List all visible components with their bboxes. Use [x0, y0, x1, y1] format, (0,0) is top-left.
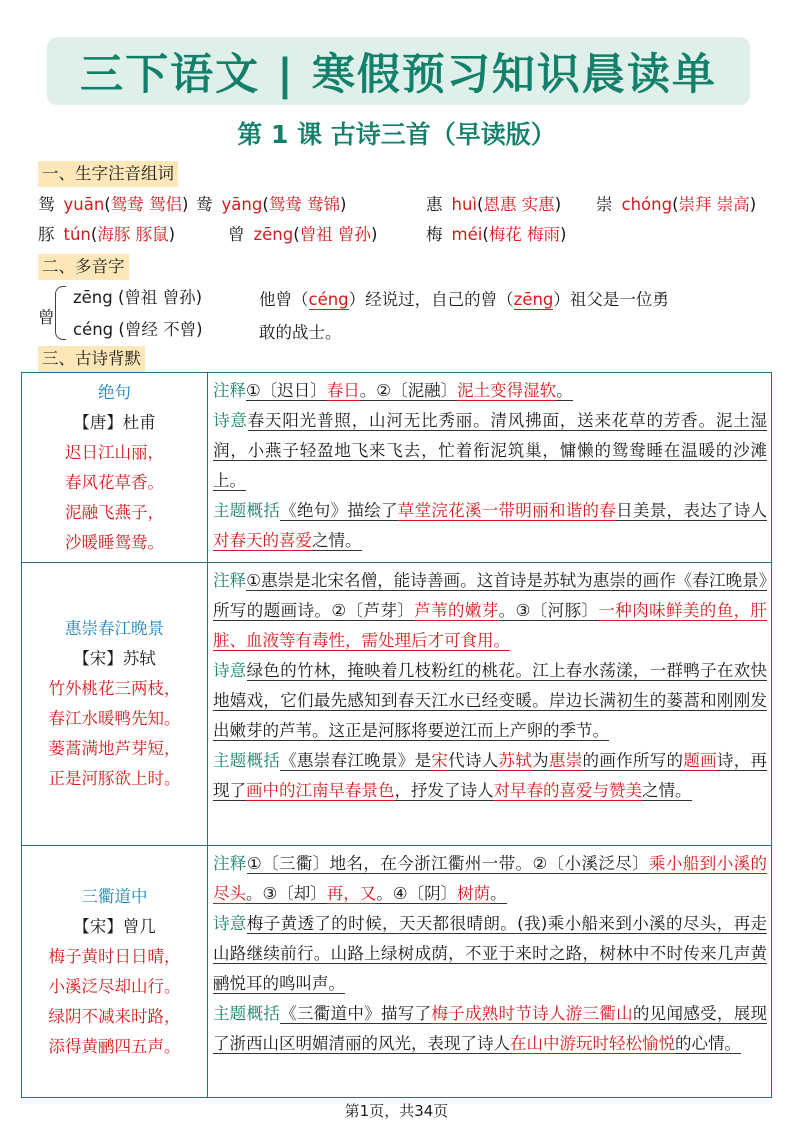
answer-text: 惠崇 [548, 751, 583, 770]
answer-text: 再，又 [326, 884, 377, 903]
word-group: 鸳鸯 鸯锦 [268, 195, 340, 214]
char-entry [38, 192, 188, 218]
section-heading-poems: 三、古诗背默 [38, 346, 145, 372]
paren-open: ( [293, 225, 300, 244]
word-group: 恩惠 实惠 [483, 195, 555, 214]
character: 豚 [38, 225, 55, 244]
answer-text: 春日 [326, 381, 360, 400]
paren-open: ( [477, 195, 484, 214]
paren-open: ( [90, 225, 98, 244]
char-entry [426, 192, 561, 218]
meaning-text: 春天阳光普照，山河无比秀丽。清风拂面，送来花草的芳香。泥土湿润，小燕子轻盈地飞来飞去，忙着衔泥筑巢，慵懒的鸳鸯睡在温暖的沙滩上。 [213, 411, 768, 490]
annotation [213, 849, 767, 909]
note-text: 为 [532, 751, 549, 770]
section-label: 注释 [213, 381, 246, 400]
answer-text: 乘小船到小溪的尽头 [213, 854, 767, 903]
theme-summary [213, 999, 767, 1059]
section-label: 注释 [213, 854, 247, 873]
character: 梅 [426, 225, 443, 244]
paren-close: ) [340, 195, 347, 214]
theme-summary [213, 496, 767, 556]
note-text: ，抒发了诗人 [394, 781, 494, 800]
paren-close: ) [168, 225, 176, 244]
section-label: 主题概括 [213, 501, 281, 520]
poem-line: 春江水暖鸭先知。 [48, 709, 181, 728]
paren-close: ) [370, 225, 378, 244]
sentence-part: 敢的战士。 [259, 323, 342, 342]
pinyin: méi [451, 225, 483, 244]
answer-text: 芦苇的嫩芽 [414, 601, 499, 620]
section-label: 主题概括 [213, 751, 281, 770]
poem-line: 竹外桃花三两枝， [48, 679, 181, 698]
paren-close: ) [554, 195, 562, 214]
note-text: 。③〔却〕 [246, 884, 327, 903]
section-label: 注释 [213, 571, 247, 590]
poem-meaning [213, 656, 767, 746]
poem-notes-cell [208, 563, 772, 846]
paren-open: ( [104, 195, 111, 214]
poem-line: 小溪泛尽却山行。 [48, 976, 181, 996]
character: 鸳 [38, 195, 55, 214]
paren-open: ( [482, 225, 489, 244]
polyphone-sentence [259, 283, 739, 349]
note-text: 《绝句》描绘了 [280, 501, 398, 520]
note-text: 。 [490, 884, 507, 903]
answer-text: 题画 [683, 751, 717, 770]
pinyin: chóng [621, 195, 673, 214]
theme-summary [213, 746, 767, 806]
note-text: 。②〔泥融〕 [359, 381, 458, 400]
pinyin: tún [63, 225, 91, 244]
answer-text: 梅子成熟时节诗人游三衢山 [431, 1004, 633, 1023]
note-text: 。④〔阴〕 [376, 884, 458, 903]
poem-line: 沙暖睡鸳鸯。 [65, 532, 164, 552]
note-text: 之情。 [642, 781, 692, 800]
section-heading-polyphones: 二、多音字 [38, 254, 129, 280]
sentence-part: ）经说过，自己的曾（ [348, 290, 514, 309]
meaning-text: 梅子黄透了的时候，天天都很晴朗。(我)乘小船来到小溪的尽头，再走山路继续前行。山路上绿树成荫，不亚于来时之路，树林中不时传来几声黄鹂悦耳的鸣叫声。 [213, 914, 768, 993]
page-footer: 第1页，共34页 [344, 1102, 449, 1120]
note-text: 代诗人 [448, 751, 499, 770]
word-group: 曾祖 曾孙 [299, 225, 371, 244]
pinyin: yuān [63, 195, 105, 214]
note-text: 《惠崇春江晚景》是 [280, 751, 432, 770]
page-title: 三下语文 | 寒假预习知识晨读单 [80, 49, 717, 100]
word-group: 崇拜 崇高 [678, 195, 750, 214]
section-label: 诗意 [213, 661, 247, 680]
section-label: 诗意 [213, 411, 248, 430]
poem-line: 正是河豚欲上时。 [48, 769, 181, 788]
poem-left-cell [22, 373, 208, 563]
word-group: 鸳鸯 鸳侣 [110, 195, 182, 214]
poem-title: 绝句 [98, 382, 131, 402]
paren-open: ( [672, 195, 679, 214]
poem-line: 梅子黄时日日晴， [48, 946, 181, 966]
note-text: 。③〔河豚〕 [498, 601, 599, 620]
poem-line: 绿阴不减来时路， [48, 1006, 181, 1026]
paren-close: ) [749, 195, 757, 214]
poem-table [21, 372, 772, 1098]
character: 崇 [596, 195, 613, 214]
word-group: 海豚 豚鼠 [97, 225, 169, 244]
poem-meaning [213, 909, 767, 999]
poem-line: 春风花草香。 [65, 472, 164, 492]
poem-author: 【宋】曾几 [73, 916, 156, 936]
note-text: 的心情。 [675, 1034, 741, 1053]
sentence-part: ）祖父是一位勇 [553, 290, 669, 309]
note-text: 《三衢道中》描写了 [280, 1004, 432, 1023]
note-text: 的画作所写的 [582, 751, 684, 770]
pinyin-answer: zēng [513, 290, 554, 309]
answer-text: 在山中游玩时轻松愉悦 [510, 1034, 675, 1053]
poem-row [22, 373, 772, 563]
char-entry [426, 222, 566, 248]
sentence-part: 他曾（ [259, 290, 309, 309]
answer-text: 一种肉味鲜美的鱼，肝脏、血液等有毒性，需处理后才可食用。 [213, 601, 768, 650]
poem-title: 三衢道中 [81, 886, 148, 906]
title-banner [47, 37, 750, 105]
answer-text: 草堂浣花溪一带明丽和谐的春 [397, 501, 617, 520]
polyphone-reading-2: céng (曾经 不曾) [73, 320, 203, 339]
poem-line: 泥融飞燕子， [65, 502, 164, 522]
poem-notes-cell [208, 846, 772, 1098]
paren-close: ) [560, 225, 567, 244]
note-text: ①惠崇是北宋名僧，能诗善画。这首诗是苏轼为惠崇的画作《春江晚景》所写的题画诗。②〔芦芽〕 [213, 571, 768, 620]
section-label: 主题概括 [213, 1004, 281, 1023]
char-entry [596, 192, 756, 218]
answer-text: 画中的江南早春景色 [246, 781, 395, 800]
annotation [213, 566, 767, 656]
poem-line: 迟日江山丽， [65, 442, 164, 462]
brace-shape [55, 286, 66, 340]
answer-text: 树荫 [457, 884, 491, 903]
note-text: ①〔三衢〕地名，在今浙江衢州一带。②〔小溪泛尽〕 [246, 854, 650, 873]
poem-left-cell [22, 563, 208, 846]
note-text: 的见闻感受，展现了浙西山区明媚清丽的风光，表现了诗人 [213, 1004, 767, 1053]
answer-text: 苏轼 [498, 751, 533, 770]
answer-text: 泥土变得湿软 [457, 381, 557, 400]
character: 曾 [228, 225, 245, 244]
char-entry [38, 222, 175, 248]
char-entry [196, 192, 346, 218]
note-text: 。 [556, 381, 573, 400]
polyphone-reading-1: zēng (曾祖 曾孙) [73, 288, 203, 307]
pinyin-answer: céng [308, 290, 349, 309]
poem-author: 【唐】杜甫 [73, 412, 156, 432]
character: 鸯 [196, 195, 213, 214]
note-text: 之情。 [312, 531, 362, 550]
paren-open: ( [262, 195, 269, 214]
section-heading-new-chars: 一、生字注音组词 [38, 161, 178, 187]
pinyin: zēng [253, 225, 294, 244]
poem-line: 蒌蒿满地芦芽短， [48, 739, 181, 758]
pinyin: huì [451, 195, 477, 214]
poem-line: 添得黄鹂四五声。 [48, 1036, 181, 1056]
char-entry [228, 222, 377, 248]
answer-text: 对早春的喜爱与赞美 [493, 781, 642, 800]
poem-author: 【宋】苏轼 [73, 649, 156, 668]
polyphone-char: 曾 [38, 308, 55, 327]
lesson-subtitle: 第 1 课 古诗三首（早读版） [237, 120, 556, 149]
answer-text: 对春天的喜爱 [213, 531, 312, 550]
section-label: 诗意 [213, 914, 247, 933]
note-text: 日美景，表达了诗人 [616, 501, 767, 520]
note-text: ①〔迟日〕 [246, 381, 327, 400]
character: 惠 [426, 195, 443, 214]
meaning-text: 绿色的竹林，掩映着几枝粉红的桃花。江上春水荡漾，一群鸭子在欢快地嬉戏，它们最先感知到春天江水已经变暖。岸边长满初生的蒌蒿和刚刚发出嫩芽的芦苇。这正是河豚将要逆江而上产卵的季节。 [213, 661, 767, 740]
poem-left-cell [22, 846, 208, 1098]
paren-close: ) [181, 195, 189, 214]
answer-text: 宋 [431, 751, 449, 770]
poem-notes-cell [208, 373, 772, 563]
word-group: 梅花 梅雨 [488, 225, 560, 244]
note-text: 诗，再现了 [213, 751, 767, 800]
poem-row [22, 563, 772, 846]
poem-meaning [213, 406, 767, 496]
poem-title: 惠崇春江晚景 [65, 619, 164, 638]
poem-row [22, 846, 772, 1098]
annotation [213, 376, 767, 406]
pinyin: yāng [221, 195, 263, 214]
